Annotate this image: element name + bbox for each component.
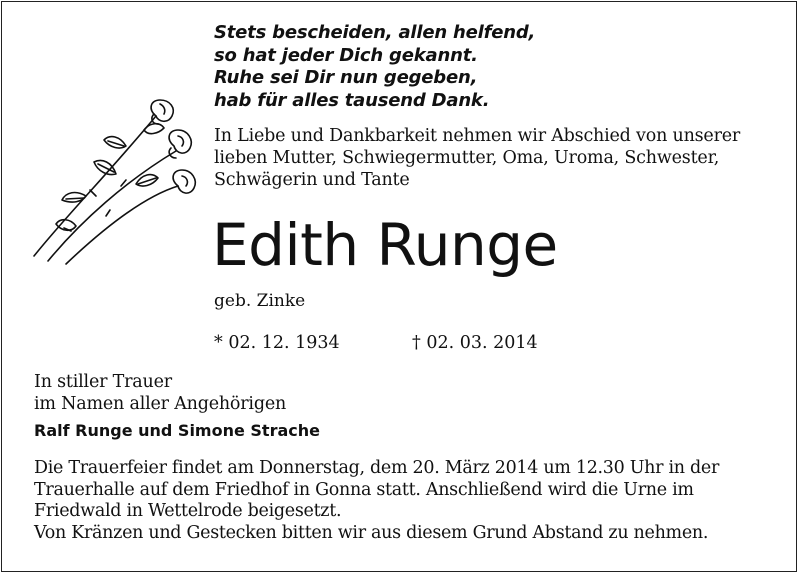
mourning-line: im Namen aller Angehörigen — [34, 394, 287, 414]
birth-date: * 02. 12. 1934 — [214, 333, 340, 353]
rose-illustration — [26, 96, 206, 266]
poem — [214, 22, 535, 112]
mourning-text — [34, 371, 286, 415]
poem-line: hab für alles tausend Dank. — [214, 89, 490, 111]
notice-line: Trauerhalle auf dem Friedhof in Gonna statt. Anschließend wird die Urne im — [34, 479, 694, 500]
notice-line: Von Kränzen und Gestecken bitten wir aus diesem Grund Abstand zu nehmen. — [34, 522, 709, 543]
death-date: † 02. 03. 2014 — [412, 333, 538, 353]
notice-line: Die Trauerfeier findet am Donnerstag, dem 20. März 2014 um 12.30 Uhr in der — [34, 458, 720, 478]
deceased-name: Edith Runge — [212, 211, 558, 279]
farewell-intro — [214, 125, 774, 191]
notice-line: Friedwald in Wettelrode beigesetzt. — [34, 501, 342, 521]
poem-line: Stets bescheiden, allen helfend, — [214, 22, 536, 43]
intro-line: Schwägerin und Tante — [214, 170, 410, 190]
birth-name: geb. Zinke — [214, 291, 306, 311]
mourning-line: In stiller Trauer — [34, 372, 172, 392]
intro-line: lieben Mutter, Schwiegermutter, Oma, Uroma, Schwester, — [214, 148, 720, 168]
funeral-notice — [34, 458, 774, 544]
poem-line: so hat jeder Dich gekannt. — [214, 44, 478, 66]
intro-line: In Liebe und Dankbarkeit nehmen wir Abschied von unserer — [214, 126, 741, 146]
poem-line: Ruhe sei Dir nun gegeben, — [214, 67, 478, 88]
family-names: Ralf Runge und Simone Strache — [34, 421, 320, 440]
